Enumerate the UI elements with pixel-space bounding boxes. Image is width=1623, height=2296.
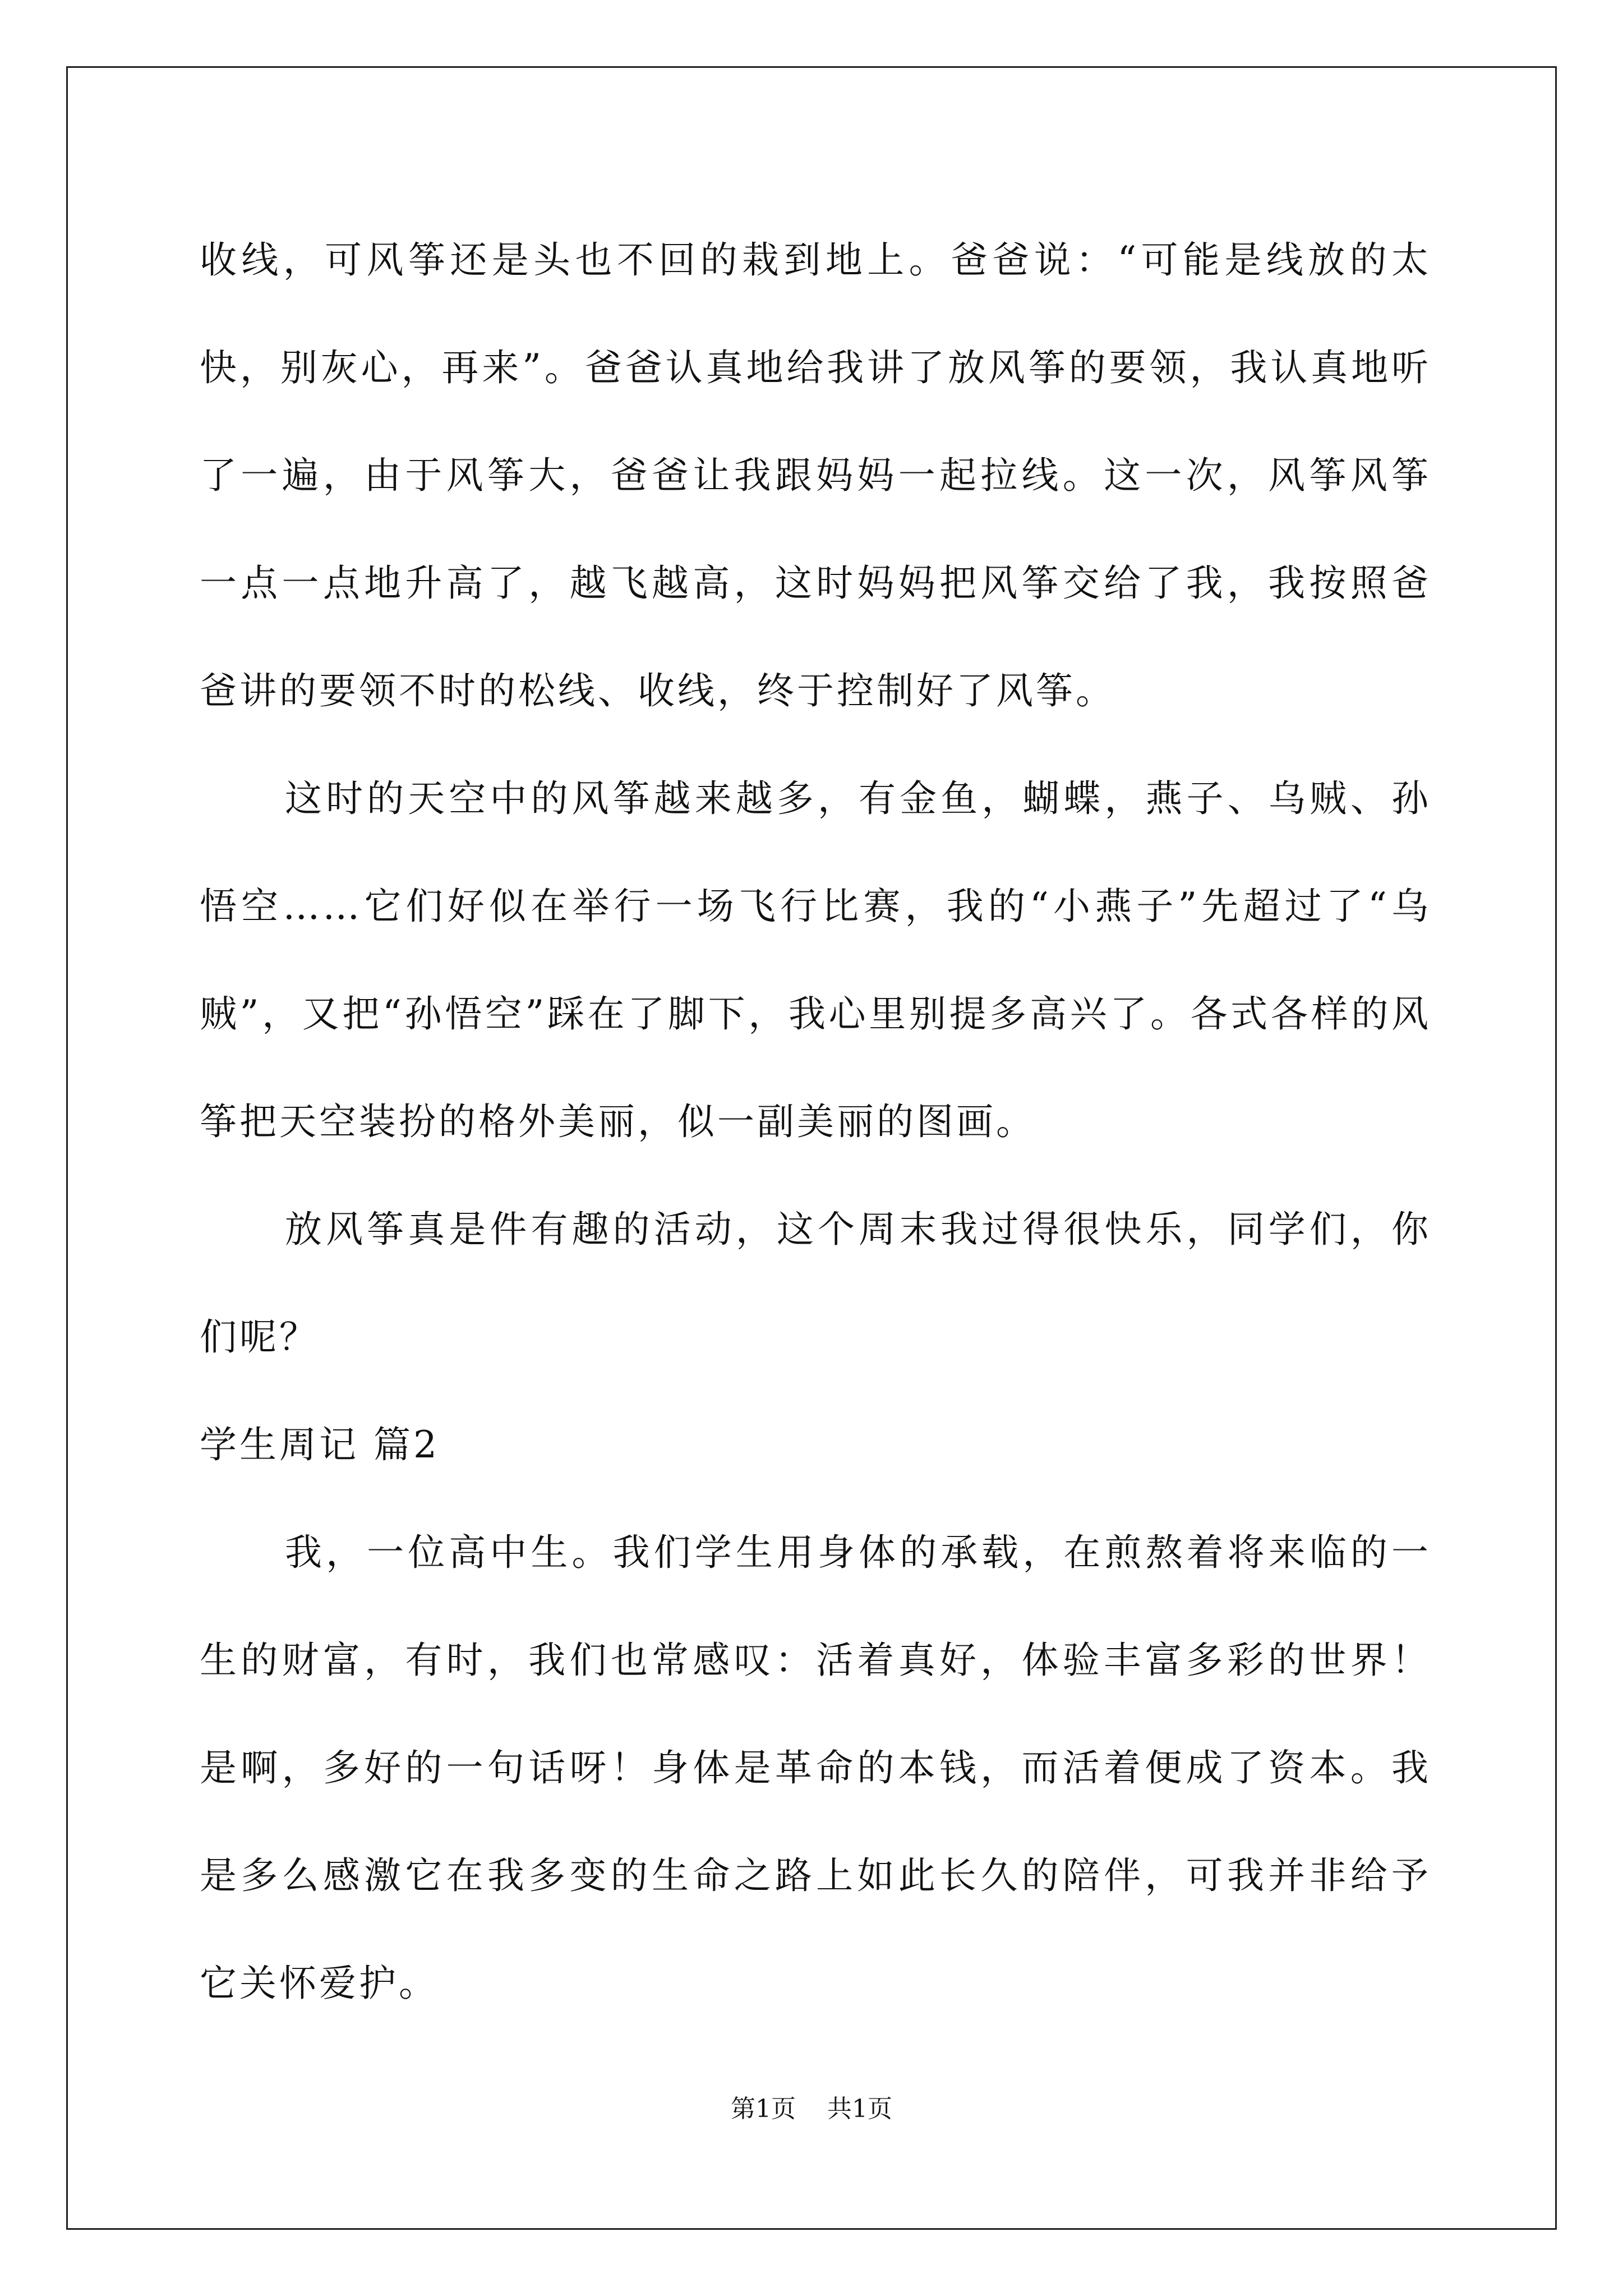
page-total: 共1页: [827, 2095, 892, 2123]
paragraph-1: 收线，可风筝还是头也不回的栽到地上。爸爸说：“可能是线放的太快，别灰心，再来”。爸爸认真地给我讲了放风筝的要领，我认真地听了一遍，由于风筝大，爸爸让我跟妈妈一起拉线。这一次，风筝风筝一点一点地升高了，越飞越高，这时妈妈把风筝交给了我，我按照爸爸讲的要领不时的松线、收线，终于控制好了风筝。: [200, 238, 1431, 712]
page-footer: [0, 2092, 1623, 2126]
paragraph-4: 我，一位高中生。我们学生用身体的承载，在煎熬着将来临的一生的财富，有时，我们也常感叹：活着真好，体验丰富多彩的世界！是啊，多好的一句话呀！身体是革命的本钱，而活着便成了资本。我是多么感激它在我多变的生命之路上如此长久的陪伴，可我并非给予它关怀爱护。: [200, 1531, 1431, 2005]
document-body: [200, 206, 1431, 2037]
section-heading: 学生周记 篇2: [200, 1423, 440, 1466]
paragraph-2: 这时的天空中的风筝越来越多，有金鱼，蝴蝶，燕子、乌贼、孙悟空……它们好似在举行一场飞行比赛，我的“小燕子”先超过了“乌贼”，又把“孙悟空”踩在了脚下，我心里别提多高兴了。各式各样的风筝把天空装扮的格外美丽，似一副美丽的图画。: [200, 777, 1431, 1143]
page-number: 第1页: [731, 2095, 796, 2123]
paragraph-3: 放风筝真是件有趣的活动，这个周末我过得很快乐，同学们，你们呢？: [200, 1208, 1431, 1359]
